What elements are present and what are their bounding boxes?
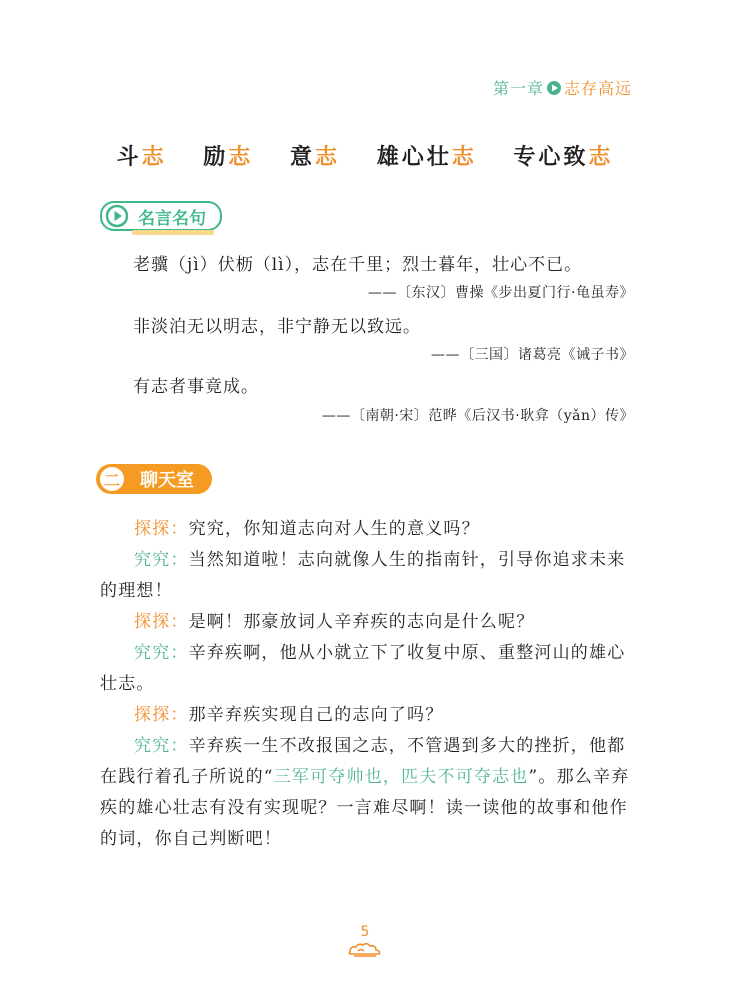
- chat-section-tag: [96, 465, 212, 493]
- speaker-jiujiu: 究究：: [134, 643, 189, 663]
- speaker-jiujiu: 究究：: [134, 550, 189, 570]
- chat-line: [100, 545, 632, 607]
- quote-text: 老骥（jì）伏枥（lì），志在千里；烈士暮年，壮心不已。: [133, 255, 583, 275]
- line-text: 究究，你知道志向对人生的意义吗？: [188, 519, 480, 539]
- line-text: 那辛弃疾实现自己的志向了吗？: [188, 705, 444, 725]
- key-words: [0, 140, 730, 171]
- line-text: 辛弃疾啊，他从小就立下了收复中原、重整河山的雄心壮志。: [100, 643, 626, 694]
- chapter-header: [493, 76, 632, 99]
- speaker-tantan: 探探：: [134, 705, 189, 725]
- play-icon: [105, 204, 129, 228]
- quote-source: ——〔南朝·宋〕范晔《后汉书·耿弇（yǎn）传》: [321, 408, 634, 424]
- word-item: 专心致志: [513, 144, 614, 170]
- quote-text: 有志者事竟成。: [133, 377, 259, 397]
- quotes-section-tag: [100, 202, 222, 230]
- confucius-citation: 三军可夺帅也，匹夫不可夺志也: [273, 767, 529, 787]
- word-item: 励志: [203, 144, 254, 170]
- line-text: ”。那么辛弃疾的雄心壮志有没有实现呢？一言难尽啊！读一读他的故事和他作的词，你自己判断吧！: [100, 767, 630, 849]
- chat-section-title: 聊天室: [140, 470, 194, 491]
- chat-line: [100, 700, 632, 731]
- speaker-jiujiu: 究究：: [134, 736, 189, 756]
- chat-line: [100, 638, 632, 700]
- speaker-tantan: 探探：: [134, 612, 189, 632]
- quote-source: ——〔三国〕诸葛亮《诫子书》: [431, 347, 634, 363]
- chapter-label: 第一章: [492, 79, 544, 98]
- word-item: 雄心壮志: [376, 144, 477, 170]
- chat-line: [100, 731, 632, 855]
- title-underline: [132, 230, 214, 235]
- word-item: 斗志: [116, 144, 167, 170]
- line-text: 是啊！那豪放词人辛弃疾的志向是什么呢？: [188, 612, 535, 632]
- quotes-section-title: 名言名句: [138, 208, 206, 229]
- cloud-ornament-icon: [346, 942, 384, 958]
- page-number: 5: [360, 924, 370, 940]
- section-number-badge: 二: [98, 465, 126, 493]
- play-icon: [546, 80, 562, 96]
- chat-line: [100, 514, 632, 545]
- quote-source: ——〔东汉〕曹操《步出夏门行·龟虽寿》: [368, 285, 634, 301]
- chat-line: [100, 607, 632, 638]
- chapter-theme: 志存高远: [563, 79, 632, 98]
- line-text: 当然知道啦！志向就像人生的指南针，引导你追求未来的理想！: [100, 550, 626, 601]
- quote-text: 非淡泊无以明志，非宁静无以致远。: [133, 317, 421, 337]
- line-text: 辛弃疾一生不改报国之志，不管遇到多大的挫折，他都在践行着孔子所说的“: [100, 736, 626, 787]
- chat-dialogue: [100, 514, 632, 855]
- speaker-tantan: 探探：: [134, 519, 189, 539]
- word-item: 意志: [289, 144, 341, 170]
